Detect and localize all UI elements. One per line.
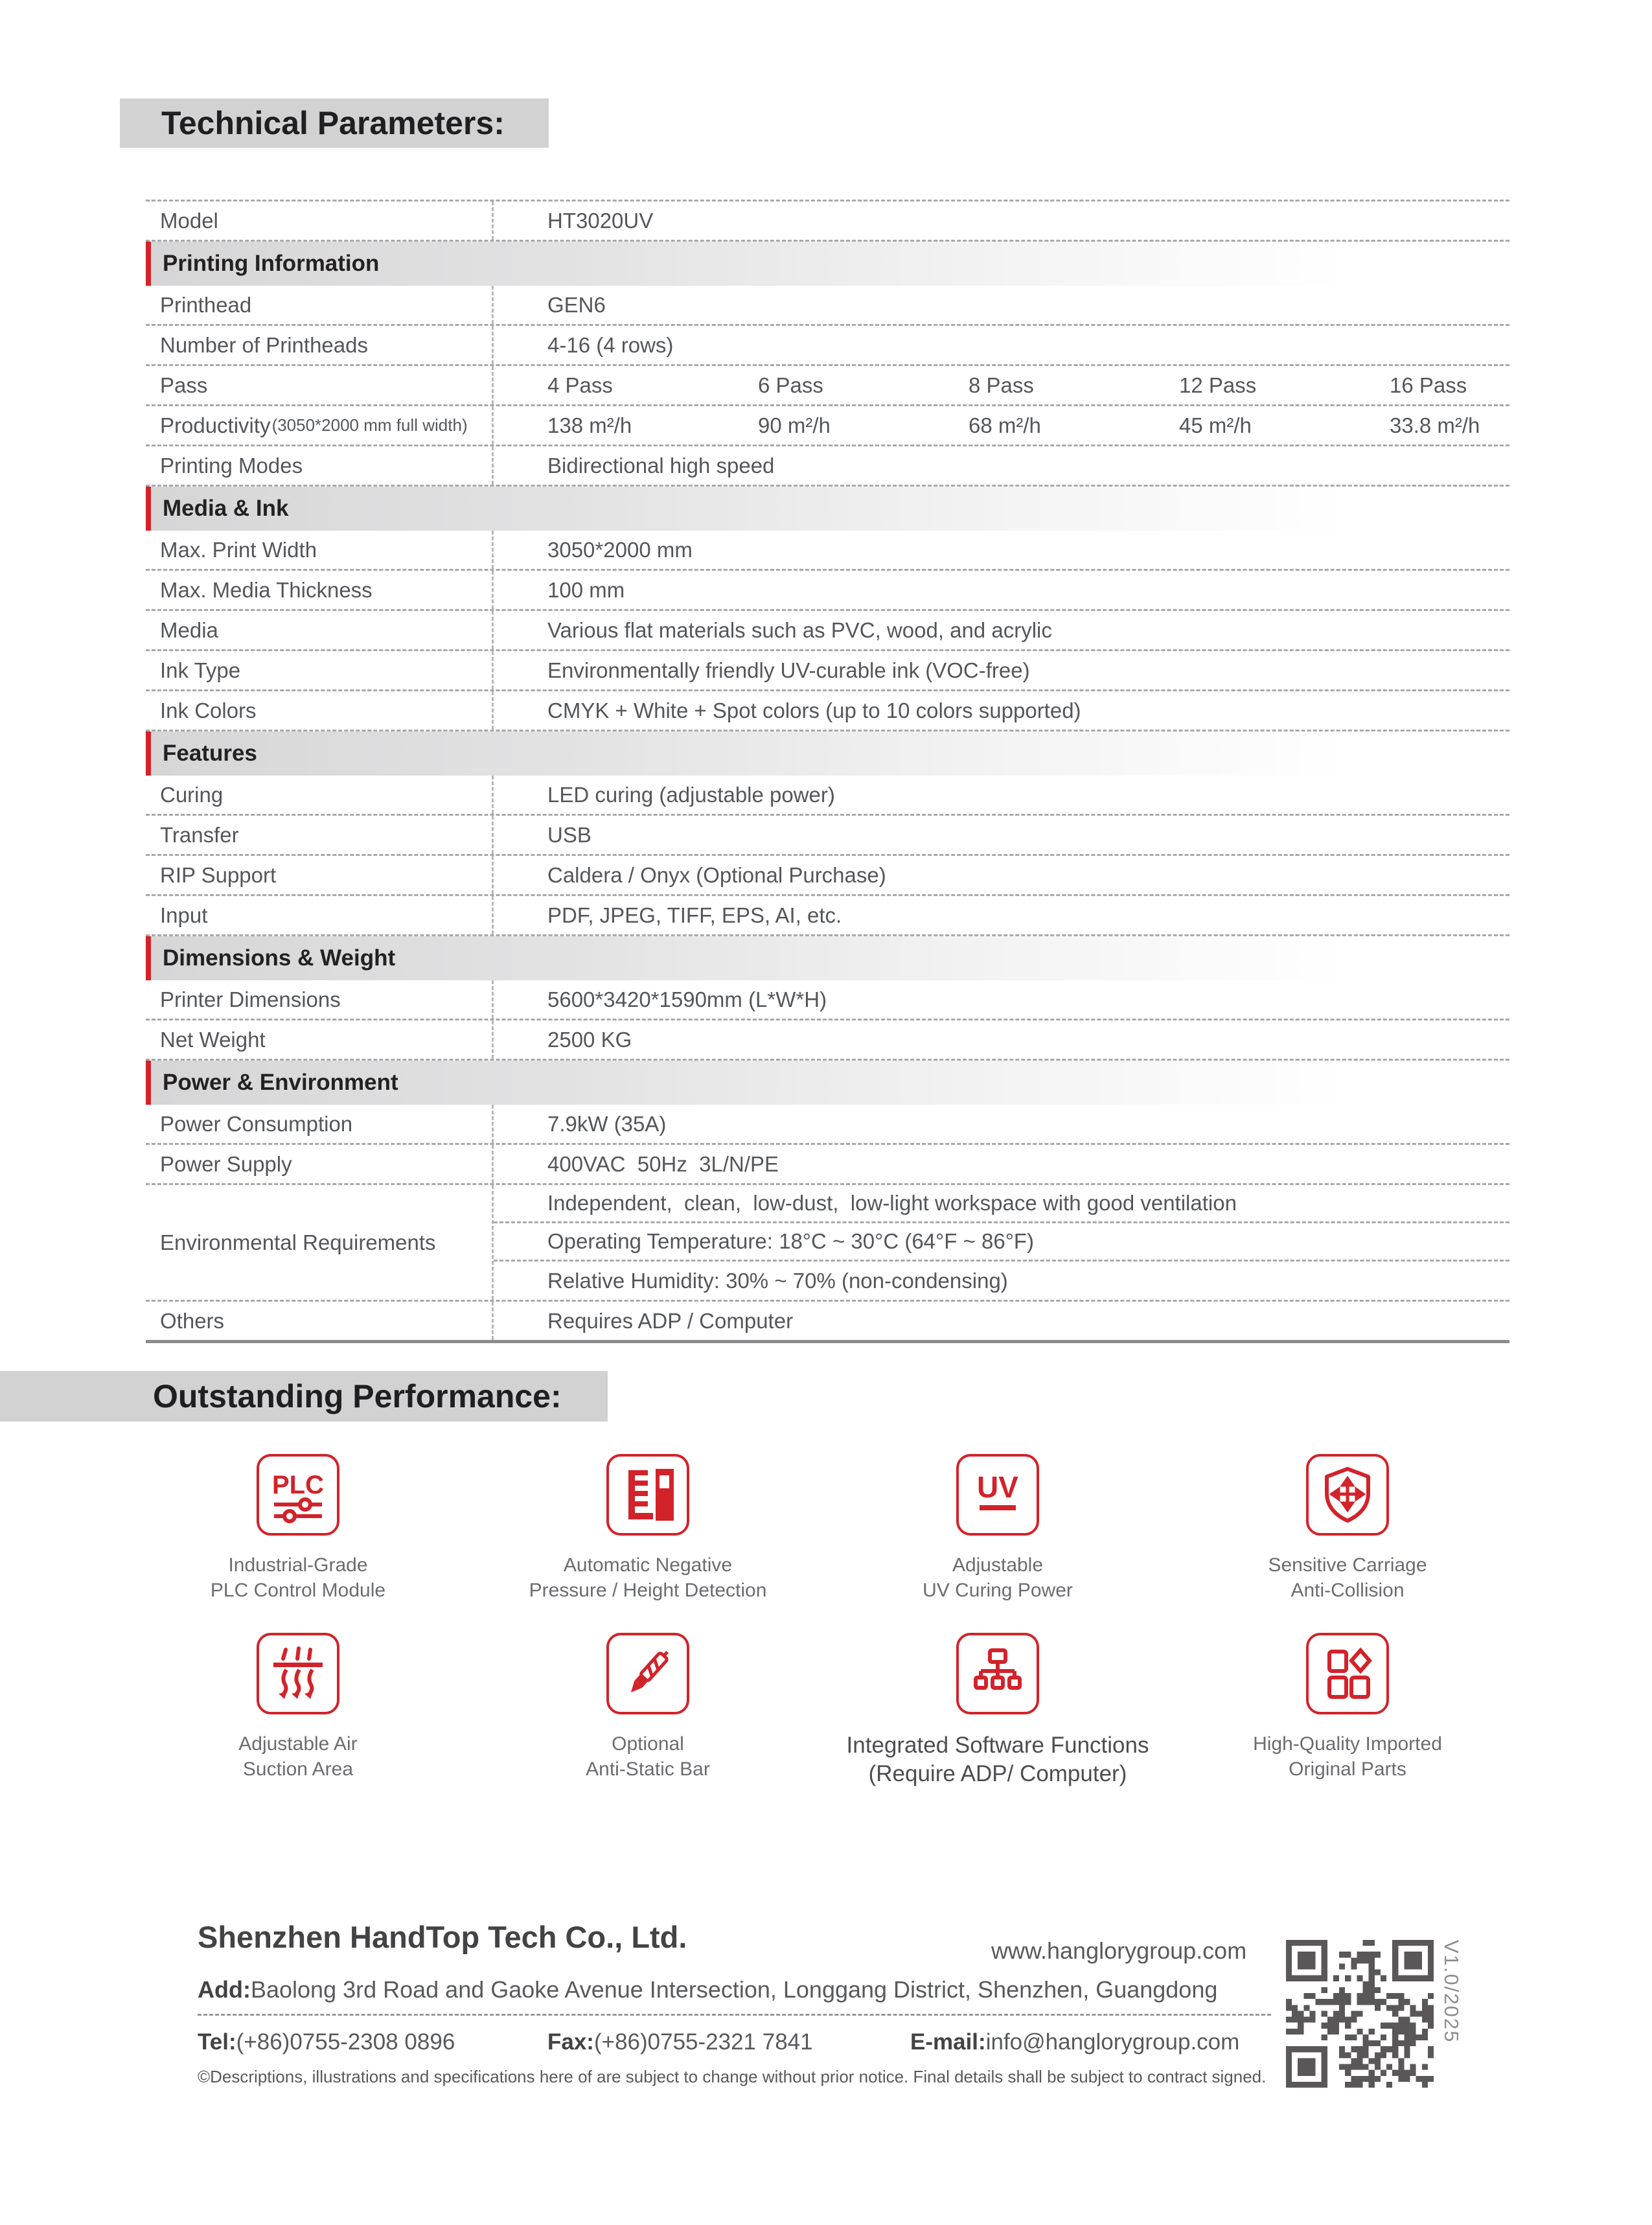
spec-value: Operating Temperature: 18°C ~ 30°C (64°F ~ 86°F) — [494, 1223, 1509, 1262]
spec-value: 100 mm — [547, 577, 625, 602]
feature-label: Sensitive Carriage Anti-Collision — [1268, 1554, 1427, 1601]
feature-label: Integrated Software Functions (Require ADP/ Computer) — [846, 1733, 1149, 1786]
spec-values — [494, 366, 1546, 404]
qr-code — [1286, 1940, 1434, 2088]
spec-value: Environmentally friendly UV-curable ink (VOC-free) — [547, 658, 1030, 682]
spec-value: Caldera / Onyx (Optional Purchase) — [547, 862, 886, 887]
feature-label: Adjustable UV Curing Power — [923, 1554, 1073, 1601]
email-label: E-mail: — [910, 2029, 986, 2055]
spec-value-stack — [494, 1185, 1509, 1300]
spec-value: 33.8 m²/h — [1390, 413, 1480, 437]
feature-grid — [123, 1454, 1522, 1788]
spec-value: Relative Humidity: 30% ~ 70% (non-condensing) — [547, 1268, 1008, 1293]
spec-value: Independent, clean, low-dust, low-light workspace with good ventilation — [494, 1185, 1509, 1223]
spec-row — [146, 406, 1509, 446]
negative-pressure-icon — [606, 1454, 689, 1536]
air-suction-icon — [257, 1633, 339, 1714]
technical-parameters-title: Technical Parameters: — [120, 98, 549, 148]
feature-card — [473, 1633, 823, 1788]
spec-label: Number of Printheads — [146, 326, 494, 364]
spec-row — [146, 531, 1509, 571]
imported-parts-icon — [1306, 1633, 1389, 1714]
spec-row — [146, 980, 1509, 1020]
spec-value: 2500 KG — [547, 1027, 632, 1052]
spec-values — [494, 856, 1509, 894]
address-value: Baolong 3rd Road and Gaoke Avenue Intersection, Longgang District, Shenzhen, Guangdong — [250, 1976, 1218, 2003]
spec-values — [494, 691, 1509, 730]
spec-values — [494, 286, 1509, 324]
shield-arrows-icon — [1306, 1454, 1389, 1536]
spec-label: Max. Print Width — [146, 531, 494, 569]
spec-label: Printhead — [146, 286, 494, 324]
spec-values — [494, 202, 1509, 240]
spec-row — [146, 651, 1509, 691]
spec-row — [146, 896, 1509, 936]
spec-row — [146, 1020, 1509, 1061]
spec-value: GEN6 — [547, 292, 606, 317]
spec-row — [146, 446, 1509, 487]
spec-label: Net Weight — [146, 1020, 494, 1059]
spec-value: 138 m²/h — [547, 413, 632, 437]
spec-value: 16 Pass — [1390, 373, 1467, 397]
spec-values — [494, 571, 1509, 609]
spec-sublabel: (3050*2000 mm full width) — [271, 415, 468, 435]
spec-value: 90 m²/h — [758, 413, 831, 437]
spec-row — [146, 202, 1509, 242]
feature-label: Industrial-Grade PLC Control Module — [210, 1554, 386, 1601]
section-header: Printing Information — [146, 242, 1509, 286]
section-header: Features — [146, 732, 1509, 776]
disclaimer-text: ©Descriptions, illustrations and specifications here of are subject to change without prior notice. Final details shall be subject to contract signed. — [198, 2067, 1267, 2086]
svg-text:PLC: PLC — [272, 1471, 324, 1499]
fax-label: Fax: — [547, 2029, 594, 2055]
feature-label: Adjustable Air Suction Area — [238, 1733, 358, 1780]
spec-values — [494, 980, 1509, 1019]
tel-label: Tel: — [198, 2029, 236, 2055]
feature-card — [1173, 1633, 1522, 1788]
spec-label: Model — [146, 202, 494, 240]
spec-value: LED curing (adjustable power) — [547, 782, 835, 807]
spec-value: 68 m²/h — [969, 413, 1041, 437]
section-header: Media & Ink — [146, 487, 1509, 531]
spec-values — [494, 406, 1546, 444]
section-header: Dimensions & Weight — [146, 936, 1509, 980]
email-value: info@hanglorygroup.com — [985, 2029, 1240, 2055]
spec-label: RIP Support — [146, 856, 494, 894]
spec-value: Various flat materials such as PVC, wood, and acrylic — [547, 617, 1052, 642]
spec-row — [146, 1145, 1509, 1185]
spec-label: Ink Type — [146, 651, 494, 689]
spec-row — [146, 366, 1509, 406]
spec-values — [494, 896, 1509, 934]
spec-value: CMYK + White + Spot colors (up to 10 colors supported) — [547, 698, 1081, 722]
section-header: Power & Environment — [146, 1061, 1509, 1105]
company-name: Shenzhen HandTop Tech Co., Ltd. — [198, 1920, 687, 1954]
spec-values — [494, 531, 1509, 569]
spec-value: 6 Pass — [758, 373, 823, 397]
spec-row — [146, 326, 1509, 366]
spec-row — [146, 611, 1509, 651]
spec-value: 5600*3420*1590mm (L*W*H) — [547, 987, 827, 1011]
spec-values — [494, 776, 1509, 814]
anti-static-bar-icon — [606, 1633, 689, 1714]
spec-values — [494, 651, 1509, 689]
spec-label: Productivity (3050*2000 mm full width) — [146, 406, 494, 444]
spec-row — [146, 856, 1509, 896]
spec-row — [146, 1185, 1509, 1302]
spec-values — [494, 326, 1509, 364]
feature-card — [1173, 1454, 1522, 1603]
website-url: www.hanglorygroup.com — [991, 1937, 1247, 1964]
spec-value: 4-16 (4 rows) — [547, 332, 674, 357]
spec-values — [494, 1105, 1509, 1143]
spec-values — [494, 1145, 1509, 1183]
spec-row — [146, 776, 1509, 816]
spec-label: Media — [146, 611, 494, 649]
spec-row — [146, 1302, 1509, 1340]
version-label: V1.0/2025 — [1440, 1940, 1463, 2044]
address-label: Add: — [198, 1976, 251, 2003]
feature-card — [473, 1454, 823, 1603]
spec-value: Requires ADP / Computer — [547, 1308, 794, 1333]
spec-label: Pass — [146, 366, 494, 404]
spec-label: Power Supply — [146, 1145, 494, 1183]
spec-value: 7.9kW (35A) — [547, 1111, 667, 1136]
feature-label: Automatic Negative Pressure / Height Detection — [529, 1554, 767, 1601]
spec-row — [146, 1105, 1509, 1145]
fax-value: (+86)0755-2321 7841 — [593, 2029, 813, 2055]
uv-icon — [956, 1454, 1039, 1536]
telephone — [198, 2029, 455, 2055]
spec-label: Transfer — [146, 816, 494, 854]
plc-icon — [257, 1454, 339, 1536]
spec-value: 400VAC 50Hz 3L/N/PE — [547, 1151, 779, 1176]
feature-card — [823, 1454, 1173, 1603]
spec-label: Ink Colors — [146, 691, 494, 730]
fax — [547, 2029, 813, 2055]
spec-values — [494, 446, 1509, 485]
svg-text:UV: UV — [977, 1470, 1018, 1504]
company-address — [198, 1976, 1217, 2003]
spec-label: Power Consumption — [146, 1105, 494, 1143]
feature-card — [123, 1454, 473, 1603]
footer-divider — [198, 2014, 1271, 2016]
spec-value: 8 Pass — [969, 373, 1034, 397]
spec-value: 12 Pass — [1179, 373, 1257, 397]
spec-value: 4 Pass — [547, 373, 613, 397]
spec-row — [146, 571, 1509, 611]
spec-label: Others — [146, 1302, 494, 1340]
spec-label: Curing — [146, 776, 494, 814]
email — [910, 2029, 1239, 2055]
tel-value: (+86)0755-2308 0896 — [236, 2029, 455, 2055]
spec-value: 3050*2000 mm — [547, 537, 693, 562]
spec-value: HT3020UV — [547, 208, 654, 233]
spec-label: Input — [146, 896, 494, 934]
spec-value: USB — [547, 822, 591, 847]
spec-label: Printer Dimensions — [146, 980, 494, 1019]
spec-table — [146, 200, 1509, 1343]
spec-values — [494, 816, 1509, 854]
feature-label: High-Quality Imported Original Parts — [1253, 1733, 1442, 1780]
spec-value: Bidirectional high speed — [547, 453, 775, 478]
feature-card — [823, 1633, 1173, 1788]
feature-label: Optional Anti-Static Bar — [586, 1733, 710, 1780]
spec-value: PDF, JPEG, TIFF, EPS, AI, etc. — [547, 903, 842, 927]
spec-label: Environmental Requirements — [146, 1185, 494, 1300]
spec-value: 45 m²/h — [1179, 413, 1252, 437]
spec-row — [146, 816, 1509, 856]
spec-values — [494, 1302, 1509, 1340]
spec-row — [146, 691, 1509, 732]
feature-card — [123, 1633, 473, 1788]
spec-row — [146, 286, 1509, 326]
spec-values — [494, 611, 1509, 649]
spec-label: Max. Media Thickness — [146, 571, 494, 609]
spec-label: Printing Modes — [146, 446, 494, 485]
outstanding-performance-title: Outstanding Performance: — [0, 1371, 608, 1422]
software-hierarchy-icon — [956, 1633, 1039, 1714]
spec-values — [494, 1020, 1509, 1059]
